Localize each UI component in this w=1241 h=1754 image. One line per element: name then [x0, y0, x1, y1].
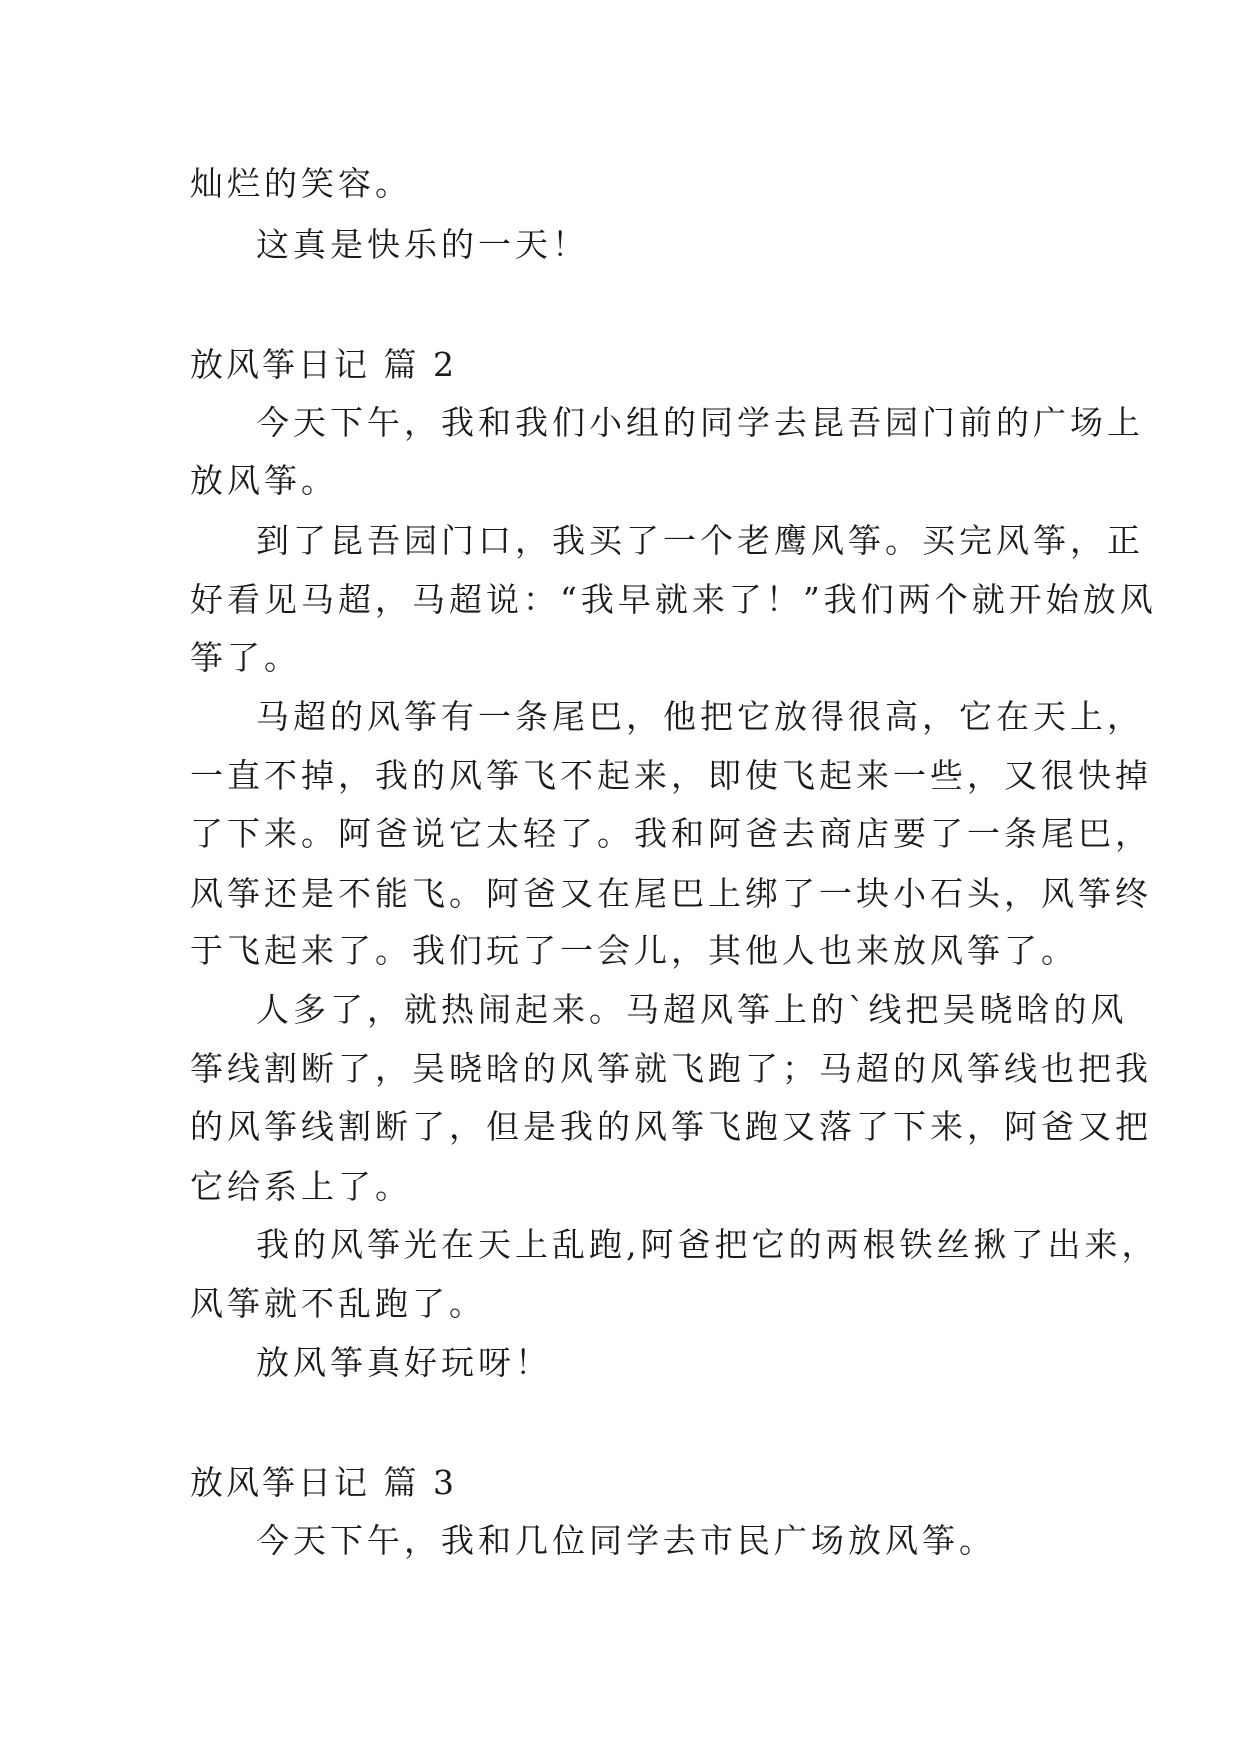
paragraph-line: 风筝还是不能飞。阿爸又在尾巴上绑了一块小石头，风筝终	[190, 874, 1152, 913]
paragraph-line: 今天下午，我和我们小组的同学去昆吾园门前的广场上	[256, 403, 1144, 442]
paragraph-line: 人多了，就热闹起来。马超风筝上的`线把吴晓晗的风	[256, 990, 1128, 1029]
paragraph-line: 放风筝。	[190, 461, 338, 500]
paragraph-line: 于飞起来了。我们玩了一会儿，其他人也来放风筝了。	[190, 931, 1078, 970]
paragraph-line: 放风筝真好玩呀！	[256, 1343, 552, 1382]
paragraph-line: 了下来。阿爸说它太轻了。我和阿爸去商店要了一条尾巴，	[190, 814, 1152, 853]
section-title: 放风筝日记 篇 3	[190, 1463, 457, 1502]
paragraph-line: 筝线割断了，吴晓晗的风筝就飞跑了；马超的风筝线也把我	[190, 1049, 1152, 1088]
paragraph-line: 的风筝线割断了，但是我的风筝飞跑又落了下来，阿爸又把	[190, 1107, 1152, 1146]
paragraph-line: 灿烂的笑容。	[190, 164, 412, 203]
paragraph-line: 马超的风筝有一条尾巴，他把它放得很高，它在天上，	[256, 697, 1144, 736]
paragraph-line: 我的风筝光在天上乱跑,阿爸把它的两根铁丝揪了出来，	[256, 1225, 1159, 1264]
paragraph-line: 它给系上了。	[190, 1167, 412, 1206]
paragraph-line: 一直不掉，我的风筝飞不起来，即使飞起来一些，又很快掉	[190, 756, 1152, 795]
section-title: 放风筝日记 篇 2	[190, 345, 457, 384]
paragraph-line: 这真是快乐的一天！	[256, 225, 589, 264]
paragraph-line: 风筝就不乱跑了。	[190, 1284, 486, 1323]
paragraph-line: 好看见马超，马超说：“我早就来了！”我们两个就开始放风	[190, 580, 1157, 619]
paragraph-line: 筝了。	[190, 638, 301, 677]
paragraph-line: 今天下午，我和几位同学去市民广场放风筝。	[256, 1521, 996, 1560]
paragraph-line: 到了昆吾园门口，我买了一个老鹰风筝。买完风筝，正	[256, 521, 1144, 560]
